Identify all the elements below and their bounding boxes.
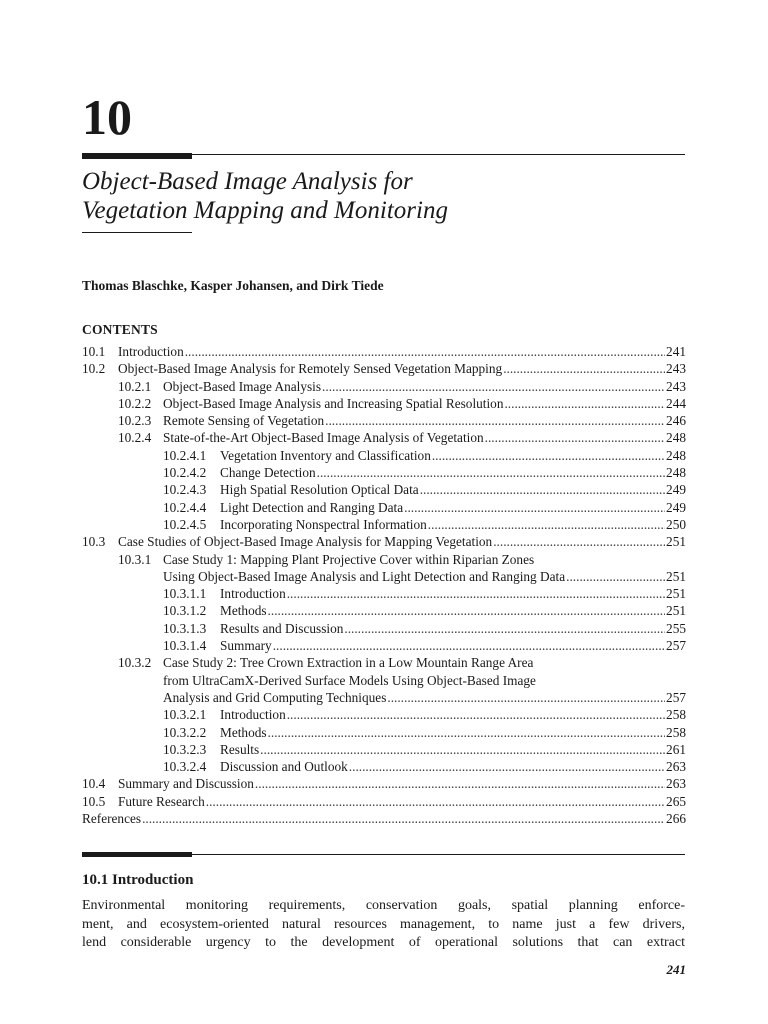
toc-leader-dots [260, 741, 665, 758]
toc-entry-page: 250 [666, 516, 686, 532]
toc-entry-page: 249 [666, 482, 686, 498]
toc-entry-number: 10.3 [82, 534, 106, 550]
toc-entry[interactable] [82, 499, 686, 516]
toc-leader-dots [287, 706, 665, 723]
toc-entry-number: 10.3.2 [118, 655, 152, 671]
toc-entry-page: 248 [666, 465, 686, 481]
toc-entry[interactable] [82, 447, 686, 464]
toc-leader-dots [404, 499, 665, 516]
toc-entry-number: 10.3.1.2 [163, 603, 207, 619]
toc-entry[interactable] [82, 429, 686, 446]
toc-entry[interactable] [82, 378, 686, 395]
toc-entry-page: 251 [666, 586, 686, 602]
toc-entry-label: Results and Discussion [220, 620, 344, 636]
toc-entry-page: 263 [666, 776, 686, 792]
toc-leader-dots [387, 689, 665, 706]
body-line: ment, and ecosystem-oriented natural resources management, to name just a few drivers, [82, 916, 685, 932]
toc-entry[interactable] [82, 775, 686, 792]
toc-entry[interactable] [82, 481, 686, 498]
toc-leader-dots [273, 637, 665, 654]
toc-entry-label: Object-Based Image Analysis and Increasing Spatial Resolution [163, 395, 504, 411]
toc-entry-label: from UltraCamX-Derived Surface Models Using Object-Based Image [163, 672, 536, 688]
toc-entry-label: Light Detection and Ranging Data [220, 499, 404, 515]
toc-entry-page: 251 [666, 568, 686, 584]
toc-entry[interactable] [82, 602, 686, 619]
toc-entry[interactable] [82, 620, 686, 637]
toc-entry-label: Methods [220, 724, 267, 740]
toc-entry-page: 243 [666, 361, 686, 377]
toc-entry-label: State-of-the-Art Object-Based Image Analysis of Vegetation [163, 430, 484, 446]
toc-entry-number: 10.3.2.3 [163, 741, 207, 757]
body-line: lend considerable urgency to the development of operational solutions that can extract [82, 935, 685, 950]
toc-entry[interactable] [82, 516, 686, 533]
toc-entry[interactable] [82, 793, 686, 810]
toc-entry-label: Remote Sensing of Vegetation [163, 413, 325, 429]
toc-leader-dots [344, 620, 665, 637]
toc-entry[interactable] [82, 360, 686, 377]
title-rule [82, 232, 192, 233]
toc-entry-label: Incorporating Nonspectral Information [220, 516, 427, 532]
toc-entry[interactable] [82, 568, 686, 585]
toc-entry-label: References [82, 811, 142, 827]
toc-entry-page: 251 [666, 534, 686, 550]
toc-leader-dots [206, 793, 665, 810]
toc-leader-dots [142, 810, 665, 827]
toc-entry-number: 10.2.3 [118, 413, 152, 429]
chapter-number: 10 [82, 89, 132, 145]
toc-entry[interactable] [82, 654, 686, 671]
toc-entry[interactable] [82, 637, 686, 654]
toc-entry-number: 10.2.1 [118, 378, 152, 394]
toc-entry-page: 258 [666, 724, 686, 740]
chapter-title-line-1: Object-Based Image Analysis for [82, 168, 413, 195]
toc-entry-page: 266 [666, 811, 686, 827]
toc-leader-dots [420, 481, 665, 498]
toc-entry-number: 10.2.4.5 [163, 516, 207, 532]
contents-heading: CONTENTS [82, 322, 158, 337]
toc-entry-number: 10.3.2.1 [163, 707, 207, 723]
toc-entry-number: 10.3.1.3 [163, 620, 207, 636]
toc-entry-number: 10.2.4 [118, 430, 152, 446]
toc-leader-dots [428, 516, 665, 533]
toc-entry[interactable] [82, 412, 686, 429]
toc-entry-number: 10.2.4.3 [163, 482, 207, 498]
toc-entry-number: 10.3.1.4 [163, 638, 207, 654]
toc-entry-page: 261 [666, 741, 686, 757]
toc-entry-page: 248 [666, 447, 686, 463]
toc-leader-dots [325, 412, 665, 429]
toc-leader-dots [349, 758, 665, 775]
toc-entry[interactable] [82, 395, 686, 412]
toc-leader-dots [268, 602, 666, 619]
toc-leader-dots [504, 395, 665, 412]
toc-entry-page: 257 [666, 638, 686, 654]
toc-entry[interactable] [82, 464, 686, 481]
toc-entry[interactable] [82, 585, 686, 602]
toc-entry-page: 265 [666, 793, 686, 809]
toc-entry-label: Summary and Discussion [118, 776, 254, 792]
toc-entry-label: Using Object-Based Image Analysis and Light Detection and Ranging Data [163, 568, 566, 584]
toc-leader-dots [503, 360, 665, 377]
toc-entry[interactable] [82, 533, 686, 550]
toc-entry-page: 246 [666, 413, 686, 429]
toc-entry-label: Introduction [220, 586, 286, 602]
toc-entry-label: High Spatial Resolution Optical Data [220, 482, 419, 498]
chapter-rule-accent [82, 153, 192, 159]
toc-entry-number: 10.3.2.4 [163, 759, 207, 775]
toc-entry-number: 10.2 [82, 361, 106, 377]
toc-entry-label: Case Studies of Object-Based Image Analysis for Mapping Vegetation [118, 534, 493, 550]
toc-entry-number: 10.4 [82, 776, 106, 792]
toc-entry-label: Vegetation Inventory and Classification [220, 447, 431, 463]
toc-entry-number: 10.2.4.4 [163, 499, 207, 515]
toc-leader-dots [268, 724, 666, 741]
toc-leader-dots [566, 568, 665, 585]
body-line: Environmental monitoring requirements, conservation goals, spatial planning enforce- [82, 898, 685, 913]
toc-entry-page: 255 [666, 620, 686, 636]
toc-entry-page: 263 [666, 759, 686, 775]
toc-entry-label: Summary [220, 638, 272, 654]
toc-leader-dots [432, 447, 665, 464]
toc-entry-label: Analysis and Grid Computing Techniques [163, 689, 387, 705]
toc-entry-label: Discussion and Outlook [220, 759, 348, 775]
toc-entry-number: 10.1 [82, 344, 106, 359]
toc-entry[interactable] [82, 724, 686, 741]
chapter-title [82, 167, 448, 225]
toc-entry-label: Introduction [220, 707, 286, 723]
body-paragraph [82, 897, 685, 953]
toc-entry-label: Object-Based Image Analysis for Remotely Sensed Vegetation Mapping [118, 361, 503, 377]
section-heading: 10.1 Introduction [82, 872, 194, 888]
toc-entry-page: 243 [666, 378, 686, 394]
toc-leader-dots [493, 533, 665, 550]
toc-entry[interactable] [82, 343, 686, 360]
toc-entry-number: 10.2.2 [118, 395, 152, 411]
toc-entry[interactable] [82, 706, 686, 723]
toc-entry-number: 10.3.1 [118, 551, 152, 567]
toc-entry-page: 241 [666, 344, 686, 359]
toc-entry[interactable] [82, 810, 686, 827]
toc-leader-dots [287, 585, 665, 602]
toc-entry-number: 10.3.2.2 [163, 724, 207, 740]
toc-entry-page: 244 [666, 395, 686, 411]
toc-entry-label: Case Study 2: Tree Crown Extraction in a Low Mountain Range Area [163, 655, 534, 671]
toc-entry-page: 249 [666, 499, 686, 515]
toc-entry[interactable] [82, 741, 686, 758]
toc-entry-label: Object-Based Image Analysis [163, 378, 322, 394]
toc-entry[interactable] [82, 551, 686, 568]
toc-entry-page: 258 [666, 707, 686, 723]
chapter-title-line-2: Vegetation Mapping and Monitoring [82, 197, 448, 224]
toc-entry-number: 10.2.4.2 [163, 465, 207, 481]
toc-entry-label: Change Detection [220, 465, 316, 481]
toc-entry[interactable] [82, 672, 686, 689]
toc-entry-label: Results [220, 741, 260, 757]
authors: Thomas Blaschke, Kasper Johansen, and Dirk Tiede [82, 278, 384, 293]
toc-leader-dots [317, 464, 665, 481]
toc-leader-dots [485, 429, 665, 446]
toc-leader-dots [322, 378, 665, 395]
toc-entry-label: Methods [220, 603, 267, 619]
toc-entry-page: 248 [666, 430, 686, 446]
toc-entry-page: 257 [666, 689, 686, 705]
table-of-contents [82, 343, 686, 827]
page-number: 241 [666, 962, 686, 977]
toc-leader-dots [255, 775, 665, 792]
toc-entry-label: Introduction [118, 344, 184, 359]
toc-entry-number: 10.5 [82, 793, 106, 809]
toc-entry[interactable] [82, 689, 686, 706]
toc-entry-label: Future Research [118, 793, 205, 809]
toc-entry-page: 251 [666, 603, 686, 619]
toc-entry-label: Case Study 1: Mapping Plant Projective Cover within Riparian Zones [163, 551, 535, 567]
toc-leader-dots [185, 343, 665, 360]
toc-entry[interactable] [82, 758, 686, 775]
toc-entry-number: 10.2.4.1 [163, 447, 207, 463]
section-rule-accent [82, 852, 192, 857]
toc-entry-number: 10.3.1.1 [163, 586, 207, 602]
